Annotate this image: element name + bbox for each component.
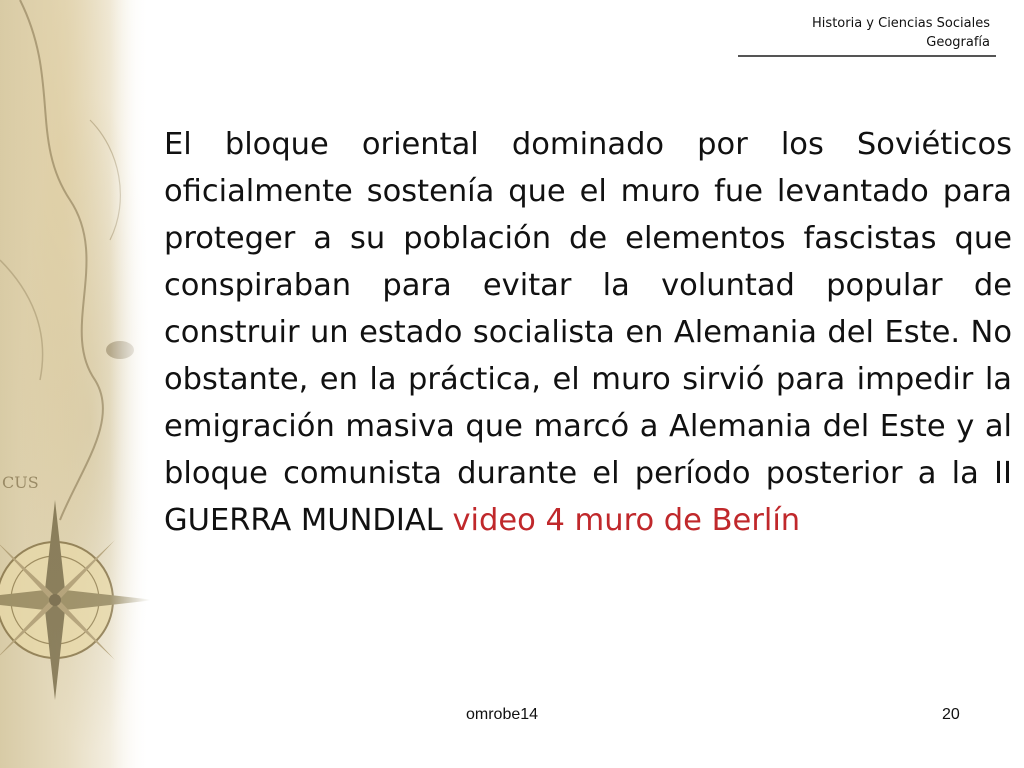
header-topic: Geografía bbox=[926, 35, 990, 50]
footer-author: omrobe14 bbox=[466, 706, 539, 723]
antique-map-decoration bbox=[0, 0, 150, 768]
header-divider bbox=[738, 55, 996, 57]
header-subject: Historia y Ciencias Sociales bbox=[812, 16, 990, 31]
map-text: CUS bbox=[2, 473, 39, 492]
page-number: 20 bbox=[942, 706, 960, 723]
slide-header bbox=[812, 14, 990, 52]
slide-body bbox=[164, 121, 1012, 544]
body-paragraph: El bloque oriental dominado por los Soviéticos oficialmente sostenía que el muro fue levantado para proteger a su población de elementos fascistas que conspiraban para evitar la voluntad popular de construir un estado socialista en Alemania del Este. No obstante, en la práctica, el muro sirvió para impedir la emigración masiva que marcó a Alemania del Este y al bloque comunista durante el período posterior a la II GUERRA MUNDIAL bbox=[164, 127, 1012, 538]
video-link[interactable]: video 4 muro de Berlín bbox=[452, 503, 801, 538]
map-fade bbox=[110, 0, 150, 768]
